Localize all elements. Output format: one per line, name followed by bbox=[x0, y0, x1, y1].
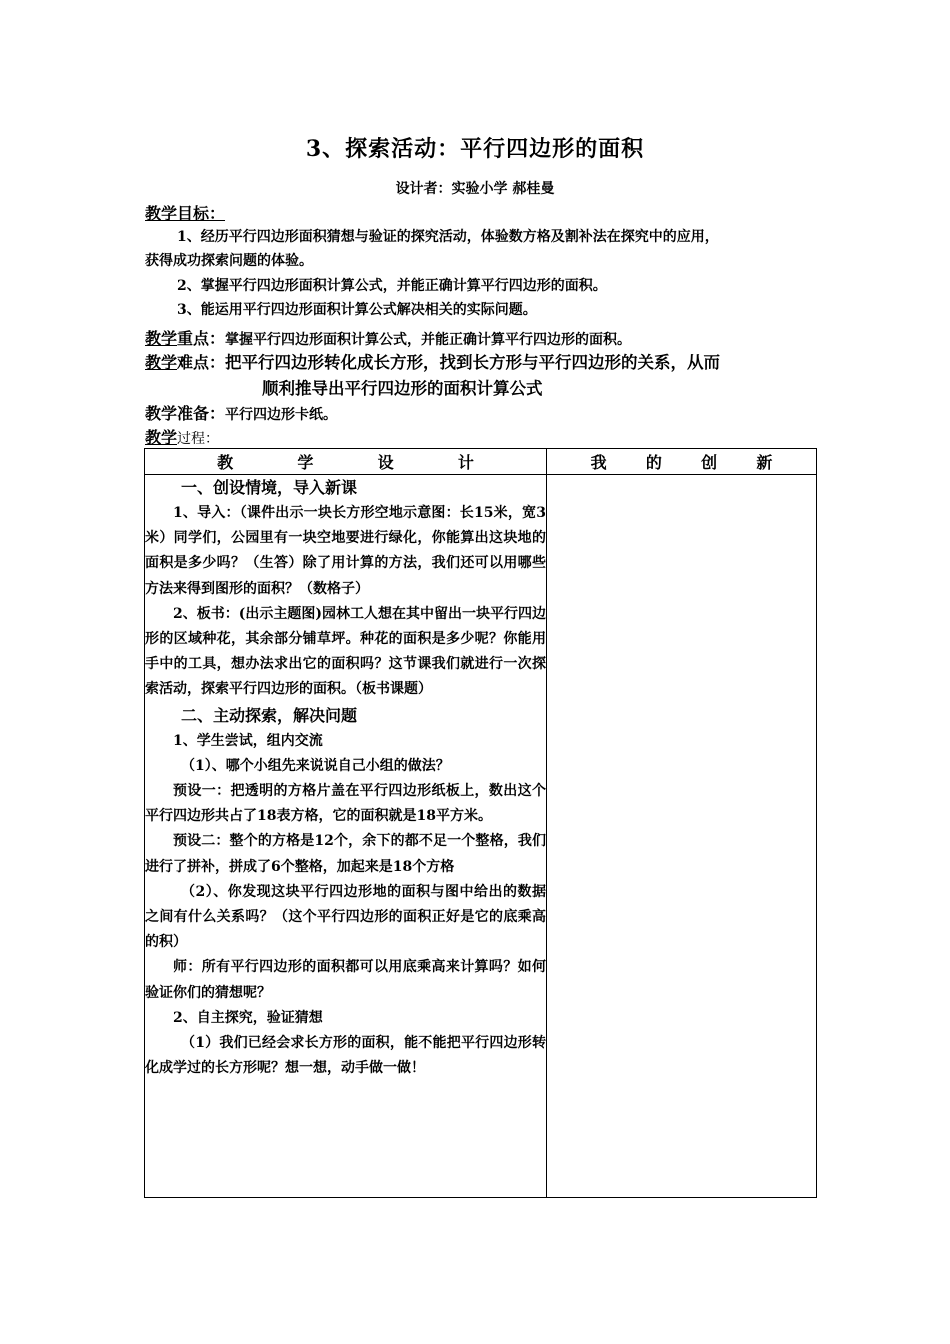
my-innovation-cell bbox=[547, 475, 817, 1198]
process-heading: 教学过程： bbox=[145, 428, 220, 447]
goal-item-2: 2、掌握平行四边形面积计算公式，并能正确计算平行四边形的面积。 bbox=[177, 278, 607, 294]
table-header-row bbox=[145, 449, 817, 475]
preparation: 教学准备：平行四边形卡纸。 bbox=[145, 404, 338, 423]
column-header-my-innovation: 我 的 创 新 bbox=[547, 449, 817, 475]
paragraph-board: 2、板书：(出示主题图)园林工人想在其中留出一块平行四边形的区域种花，其余部分铺草坪。种花的面积是多少呢？你能用手中的工具，想办法求出它的面积吗？这节课我们就进行一次探索活动，探索平行四边形的面积。（板书课题） bbox=[145, 605, 546, 698]
key-point: 教学重点：掌握平行四边形面积计算公式，并能正确计算平行四边形的面积。 bbox=[145, 329, 632, 348]
lesson-plan-table bbox=[144, 448, 817, 1198]
paragraph-intro: 1、导入：（课件出示一块长方形空地示意图：长15米，宽3米）同学们，公园里有一块空地要进行绿化，你能算出这块地的面积是多少吗？（生答）除了用计算的方法，我们还可以用哪些方法来得到图形的面积？（数格子） bbox=[145, 505, 546, 597]
paragraph-preset-2: 预设二：整个的方格是12个，余下的都不足一个整格，我们进行了拼补，拼成了6个整格，加起来是18个方格 bbox=[145, 833, 546, 875]
paragraph-try: 1、学生尝试，组内交流 bbox=[173, 732, 323, 749]
difficulty: 教学难点：把平行四边形转化成长方形，找到长方形与平行四边形的关系，从而 bbox=[145, 353, 721, 372]
goal-item-1-line1: 1、经历平行四边形面积猜想与验证的探究活动，体验数方格及割补法在探究中的应用， bbox=[177, 229, 719, 245]
difficulty-line2: 顺利推导出平行四边形的面积计算公式 bbox=[262, 379, 543, 398]
paragraph-teacher: 师：所有平行四边形的面积都可以用底乘高来计算吗？如何验证你们的猜想呢？ bbox=[145, 959, 546, 1001]
paragraph-question-2: （2）、你发现这块平行四边形地的面积与图中给出的数据之间有什么关系吗？（这个平行四边形的面积正好是它的底乘高的积） bbox=[145, 883, 546, 951]
preparation-text: 平行四边形卡纸。 bbox=[225, 407, 338, 423]
paragraph-transform: （1）我们已经会求长方形的面积，能不能把平行四边形转化成学过的长方形呢？想一想，动手做一做！ bbox=[145, 1035, 546, 1077]
difficulty-line1: 把平行四边形转化成长方形，找到长方形与平行四边形的关系，从而 bbox=[225, 353, 721, 372]
table-body-row bbox=[145, 475, 817, 1198]
goal-item-3: 3、能运用平行四边形面积计算公式解决相关的实际问题。 bbox=[177, 302, 537, 318]
column-header-teaching-design: 教 学 设 计 bbox=[145, 449, 547, 475]
paragraph-explore: 2、自主探究，验证猜想 bbox=[173, 1009, 323, 1026]
section-heading-2: 二、主动探索，解决问题 bbox=[181, 705, 358, 725]
document-title: 3、探索活动：平行四边形的面积 bbox=[305, 136, 645, 162]
key-point-text: 掌握平行四边形面积计算公式，并能正确计算平行四边形的面积。 bbox=[225, 332, 632, 348]
goals-heading bbox=[145, 201, 225, 224]
paragraph-question-1: （1）、哪个小组先来说说自己小组的做法？ bbox=[181, 757, 450, 774]
goal-item-1 bbox=[145, 225, 813, 273]
teaching-design-cell bbox=[145, 475, 547, 1198]
goal-item-1-line2: 获得成功探索问题的体验。 bbox=[145, 253, 313, 269]
paragraph-preset-1: 预设一：把透明的方格片盖在平行四边形纸板上，数出这个平行四边形共占了18表方格，它的面积就是18平方米。 bbox=[145, 783, 546, 825]
section-heading-1: 一、创设情境，导入新课 bbox=[181, 478, 358, 497]
goals-label: 教学目标： bbox=[145, 204, 226, 223]
designer-line: 设计者：实验小学 郝桂曼 bbox=[395, 181, 555, 197]
